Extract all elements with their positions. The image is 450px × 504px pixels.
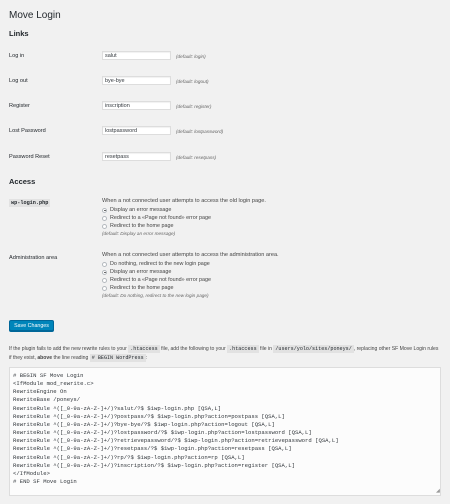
help-code: /users/yolo/sites/poneys/ bbox=[275, 346, 352, 352]
lost-password-label: Lost Password bbox=[9, 128, 46, 134]
option-label: Do nothing, redirect to the new login page bbox=[110, 261, 210, 267]
wp-login-php-label: wp-login.php bbox=[11, 200, 49, 206]
admin-option-home[interactable] bbox=[102, 284, 279, 292]
logout-default-hint: (default: logout) bbox=[176, 78, 209, 84]
radio-icon[interactable] bbox=[102, 278, 107, 283]
wp-login-option-error[interactable] bbox=[102, 206, 266, 214]
help-code: # BEGIN WordPress bbox=[91, 355, 144, 361]
option-label: Redirect to the home page bbox=[110, 285, 174, 291]
help-text-part: the line reading bbox=[52, 355, 90, 361]
password-reset-default-hint: (default: resetpass) bbox=[176, 154, 217, 160]
help-text-part: , replacing other SF Move Login rules if they exist, bbox=[9, 346, 439, 361]
help-text-part: If the plugin fails to add the new rewrite rules to your bbox=[9, 346, 129, 352]
admin-area-default-note: (default: Do nothing, redirect to the new login page) bbox=[102, 293, 209, 298]
page-title: Move Login bbox=[9, 10, 61, 21]
help-text-part: file, add the following to your bbox=[159, 346, 228, 352]
option-label: Display an error message bbox=[110, 207, 172, 213]
wp-login-legend: When a not connected user attempts to access the old login page. bbox=[102, 198, 266, 204]
radio-icon[interactable] bbox=[102, 262, 107, 267]
option-label: Redirect to the home page bbox=[110, 223, 174, 229]
wp-login-option-404[interactable] bbox=[102, 214, 266, 222]
admin-area-legend: When a not connected user attempts to access the administration area. bbox=[102, 252, 279, 258]
radio-icon[interactable] bbox=[102, 216, 107, 221]
logout-label: Log out bbox=[9, 78, 28, 84]
rewrite-rules-textarea[interactable]: # BEGIN SF Move Login <IfModule mod_rewrite.c> RewriteEngine On RewriteBase /poneys/ RewriteRule ^([_0-9a-zA-Z-]+/)?salut/?$ $1wp-login.php [QSA,L] RewriteRule ^([_0-9a-zA-Z-]+/)?postpass/?$ $1wp-login.php?action=postpass [QSA,L] RewriteRule ^([_0-9a-zA-Z-]+/)?bye-bye/?$ $1wp-login.php?action=logout [QSA,L] RewriteRule ^([_0-9a-zA-Z-]+/)?lostpassword/?$ $1wp-login.php?action=lostpassword [QSA,L] RewriteRule ^([_0-9a-zA-Z-]+/)?retrievepassword/?$ $1wp-login.php?action=retrievepassword [QSA,L] RewriteRule ^([_0-9a-zA-Z-]+/)?resetpass/?$ $1wp-login.php?action=resetpass [QSA,L] RewriteRule ^([_0-9a-zA-Z-]+/)?rp/?$ $1wp-login.php?action=rp [QSA,L] RewriteRule ^([_0-9a-zA-Z-]+/)?inscription/?$ $1wp-login.php?action=register [QSA,L] </IfModule> # END SF Move Login bbox=[9, 367, 441, 496]
radio-icon[interactable] bbox=[102, 224, 107, 229]
help-code: .htaccess bbox=[229, 346, 257, 352]
option-label: Display an error message bbox=[110, 269, 172, 275]
help-text-part: file in bbox=[258, 346, 274, 352]
admin-area-fieldset bbox=[102, 252, 279, 298]
password-reset-slug-input[interactable] bbox=[102, 152, 171, 161]
wp-login-default-note: (default: Display an error message) bbox=[102, 231, 176, 236]
help-bold: above bbox=[37, 355, 53, 361]
radio-checked-icon[interactable] bbox=[102, 270, 107, 275]
admin-option-404[interactable] bbox=[102, 276, 279, 284]
admin-option-nothing[interactable] bbox=[102, 260, 279, 268]
register-default-hint: (default: register) bbox=[176, 103, 212, 109]
login-label: Log in bbox=[9, 53, 25, 59]
links-section-title: Links bbox=[9, 29, 29, 38]
register-slug-input[interactable] bbox=[102, 101, 171, 110]
radio-icon[interactable] bbox=[102, 286, 107, 291]
password-reset-label: Password Reset bbox=[9, 154, 50, 160]
logout-slug-input[interactable] bbox=[102, 76, 171, 85]
help-text-part: : bbox=[145, 355, 148, 361]
admin-option-error[interactable] bbox=[102, 268, 279, 276]
access-section-title: Access bbox=[9, 177, 36, 186]
option-label: Redirect to a «Page not found» error page bbox=[110, 215, 211, 221]
radio-checked-icon[interactable] bbox=[102, 208, 107, 213]
wp-login-fieldset bbox=[102, 198, 266, 236]
login-default-hint: (default: login) bbox=[176, 53, 206, 59]
wp-login-option-home[interactable] bbox=[102, 222, 266, 230]
register-label: Register bbox=[9, 103, 30, 109]
help-code: .htaccess bbox=[130, 346, 158, 352]
lost-password-default-hint: (default: lostpassword) bbox=[176, 128, 224, 134]
htaccess-help-text bbox=[9, 345, 441, 363]
save-changes-button[interactable]: Save Changes bbox=[9, 320, 54, 331]
admin-area-label: Administration area bbox=[9, 255, 58, 261]
login-slug-input[interactable] bbox=[102, 51, 171, 60]
lost-password-slug-input[interactable] bbox=[102, 126, 171, 135]
option-label: Redirect to a «Page not found» error page bbox=[110, 277, 211, 283]
